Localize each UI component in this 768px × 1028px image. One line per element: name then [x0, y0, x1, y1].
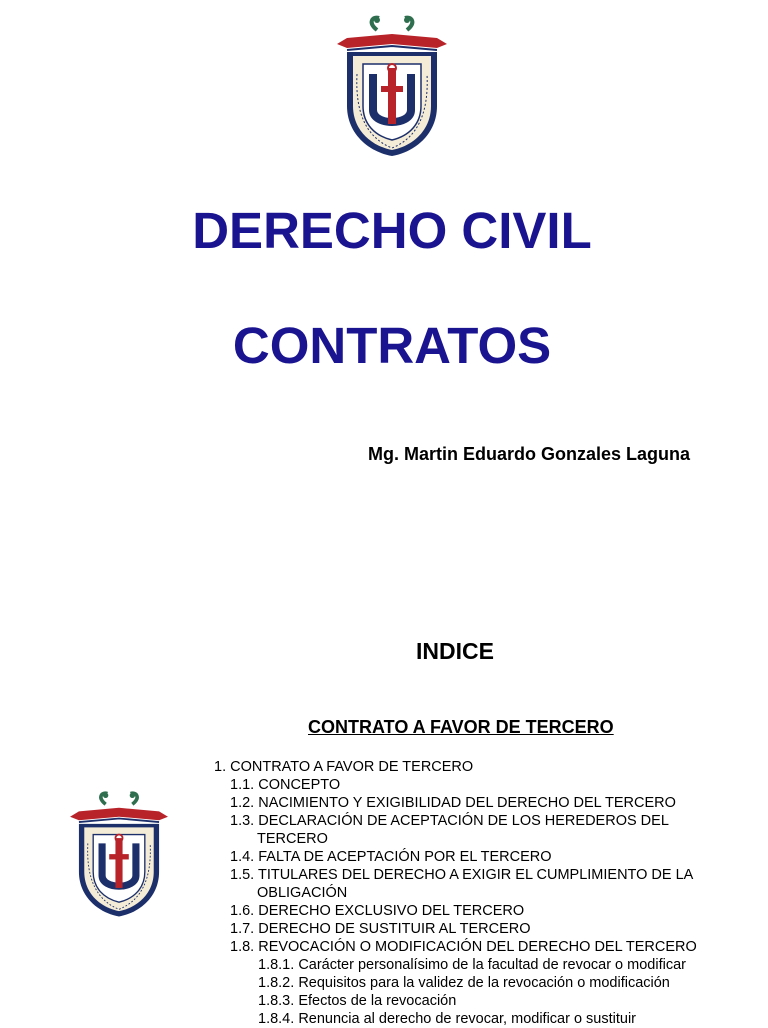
toc-item: 1. CONTRATO A FAVOR DE TERCERO — [214, 759, 474, 775]
toc-subitem: 1.8.1. Carácter personalísimo de la facultad de revocar o modificar — [258, 957, 686, 973]
section-heading: CONTRATO A FAVOR DE TERCERO — [308, 717, 614, 737]
toc-item: 1.8. REVOCACIÓN O MODIFICACIÓN DEL DERECHO DEL TERCERO — [230, 939, 697, 955]
toc-item: 1.1. CONCEPTO — [230, 777, 341, 793]
university-crest-icon — [66, 790, 172, 920]
toc-subitem: 1.8.2. Requisitos para la validez de la revocación o modificación — [258, 975, 670, 991]
toc-item: 1.3. DECLARACIÓN DE ACEPTACIÓN DE LOS HEREDEROS DEL — [230, 813, 669, 829]
index-heading: INDICE — [416, 638, 494, 664]
document-title: DERECHO CIVIL — [192, 202, 592, 259]
university-logo-small — [66, 790, 172, 920]
toc-item: 1.5. TITULARES DEL DERECHO A EXIGIR EL CUMPLIMIENTO DE LA — [230, 867, 694, 883]
document-subtitle: CONTRATOS — [232, 317, 552, 374]
university-logo — [333, 14, 451, 160]
toc-item: 1.6. DERECHO EXCLUSIVO DEL TERCERO — [230, 903, 525, 919]
table-of-contents — [214, 758, 734, 1028]
toc-item-continuation: TERCERO — [257, 831, 328, 847]
author-name: Mg. Martin Eduardo Gonzales Laguna — [368, 444, 691, 464]
toc-item: 1.2. NACIMIENTO Y EXIGIBILIDAD DEL DERECHO DEL TERCERO — [230, 795, 676, 811]
toc-subitem: 1.8.4. Renuncia al derecho de revocar, modificar o sustituir — [258, 1011, 637, 1027]
toc-item: 1.4. FALTA DE ACEPTACIÓN POR EL TERCERO — [230, 849, 552, 865]
toc-item: 1.7. DERECHO DE SUSTITUIR AL TERCERO — [230, 921, 531, 937]
toc-subitem: 1.8.3. Efectos de la revocación — [258, 993, 457, 1009]
university-crest-icon — [333, 14, 451, 160]
toc-item-continuation: OBLIGACIÓN — [257, 885, 348, 901]
